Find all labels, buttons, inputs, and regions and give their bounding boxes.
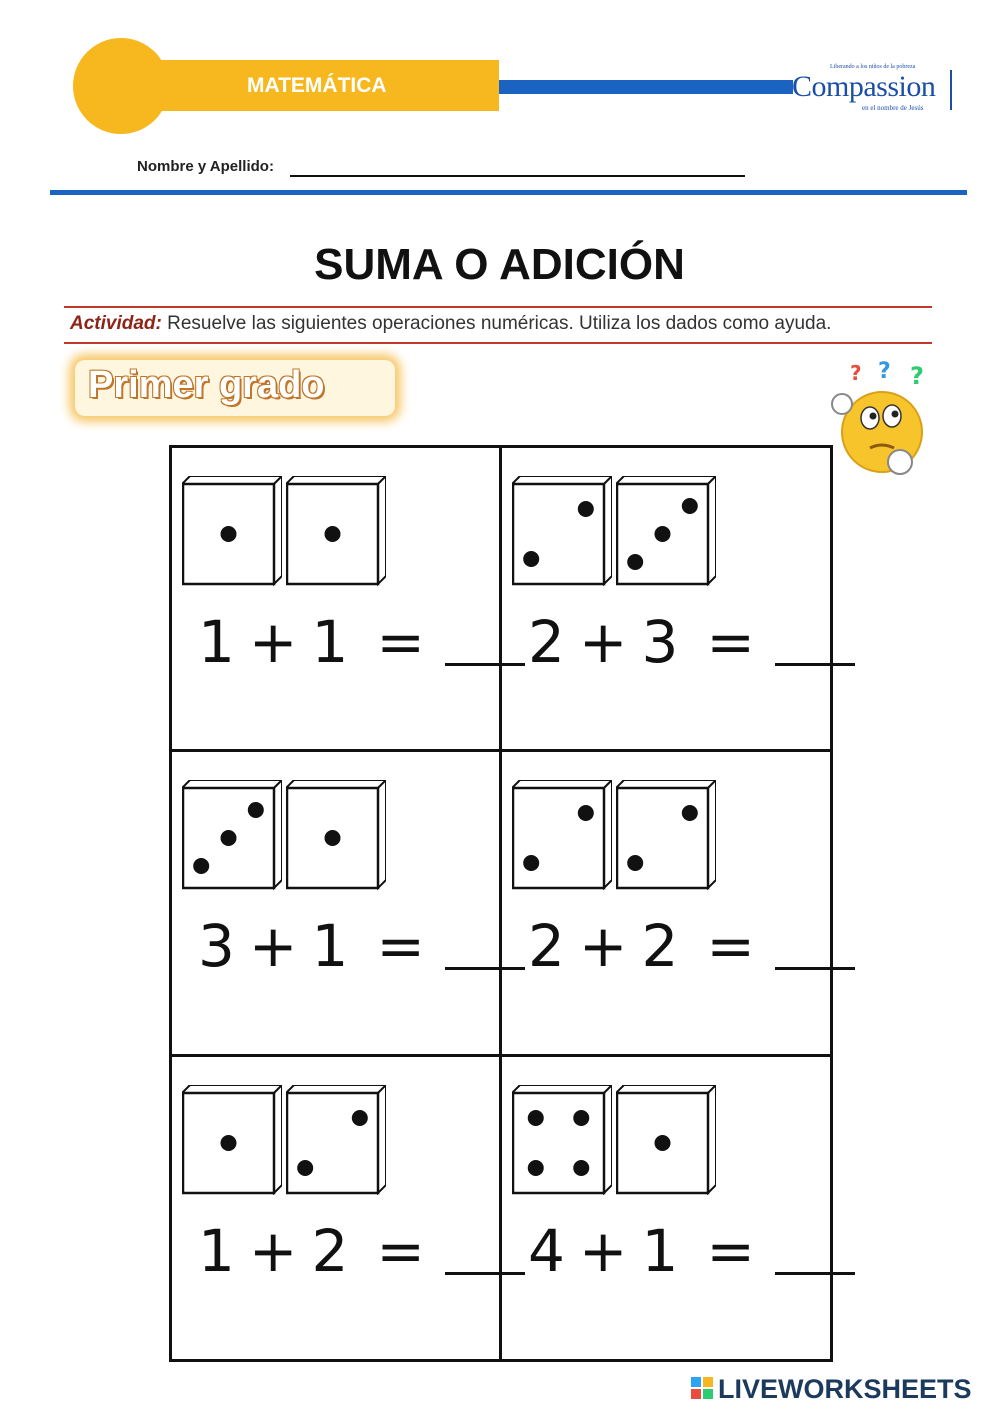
- die-pip: [655, 1135, 671, 1151]
- exercise-cell: [502, 752, 832, 1052]
- answer-blank[interactable]: [775, 663, 855, 666]
- die-pip: [578, 805, 594, 821]
- footer-brand: LIVEWORKSHEETS: [718, 1374, 972, 1404]
- die-pip: [325, 830, 341, 846]
- exercise-cell: [502, 1057, 832, 1357]
- equals-sign: =: [706, 608, 756, 676]
- operand-b: 1: [641, 1217, 679, 1285]
- die-2-0: [182, 780, 282, 890]
- exercise-cell: [172, 448, 502, 748]
- brand-subtitle: en el nombre de Jesús: [862, 104, 924, 112]
- die-pip: [325, 526, 341, 542]
- activity-text: Resuelve las siguientes operaciones numéricas. Utiliza los dados como ayuda.: [167, 313, 832, 334]
- operand-a: 2: [528, 912, 565, 980]
- page-title: SUMA O ADICIÓN: [314, 240, 685, 289]
- die-0-1: [286, 476, 386, 586]
- die-pip: [352, 1110, 368, 1126]
- operand-a: 3: [198, 912, 235, 980]
- exercise-cell: [172, 752, 502, 1052]
- header-blue-band: [499, 80, 793, 94]
- die-pip: [655, 526, 671, 542]
- equation: [198, 912, 525, 980]
- plus-sign: +: [578, 608, 628, 676]
- operand-b: 1: [311, 608, 349, 676]
- equation: [198, 1217, 525, 1285]
- answer-blank[interactable]: [775, 967, 855, 970]
- operand-b: 2: [641, 912, 679, 980]
- equals-sign: =: [706, 1217, 756, 1285]
- die-4-0: [182, 1085, 282, 1195]
- operand-b: 1: [311, 912, 349, 980]
- question-marks-icon: ?: [850, 361, 862, 385]
- die-pip: [528, 1110, 544, 1126]
- operand-a: 4: [528, 1217, 565, 1285]
- name-input-line[interactable]: [290, 175, 745, 177]
- die-pip: [221, 1135, 237, 1151]
- die-2-1: [286, 780, 386, 890]
- svg-text:?: ?: [910, 362, 924, 390]
- die-pip: [528, 1160, 544, 1176]
- die-5-0: [512, 1085, 612, 1195]
- exercise-cell: [502, 448, 832, 748]
- equation: [198, 608, 525, 676]
- plus-sign: +: [578, 912, 628, 980]
- equals-sign: =: [376, 912, 426, 980]
- equation: [528, 1217, 855, 1285]
- die-5-1: [616, 1085, 716, 1195]
- thinking-face-icon: [820, 358, 940, 478]
- die-pip: [297, 1160, 313, 1176]
- die-pip: [682, 805, 698, 821]
- equation: [528, 608, 855, 676]
- header-rule: [50, 190, 967, 195]
- die-pip: [523, 551, 539, 567]
- equals-sign: =: [376, 608, 426, 676]
- exercise-cell: [172, 1057, 502, 1357]
- operand-a: 1: [198, 1217, 235, 1285]
- die-3-0: [512, 780, 612, 890]
- plus-sign: +: [248, 912, 298, 980]
- die-pip: [523, 855, 539, 871]
- die-pip: [627, 855, 643, 871]
- operand-a: 2: [528, 608, 565, 676]
- equals-sign: =: [376, 1217, 426, 1285]
- activity-label: Actividad:: [70, 313, 162, 334]
- die-pip: [573, 1160, 589, 1176]
- equals-sign: =: [706, 912, 756, 980]
- equation: [528, 912, 855, 980]
- die-pip: [248, 802, 264, 818]
- operand-b: 3: [641, 608, 679, 676]
- die-1-1: [616, 476, 716, 586]
- brand-name: Compassion: [792, 70, 936, 103]
- die-pip: [221, 526, 237, 542]
- die-pip: [682, 498, 698, 514]
- operand-a: 1: [198, 608, 235, 676]
- brand-divider: [950, 70, 952, 110]
- die-pip: [573, 1110, 589, 1126]
- die-4-1: [286, 1085, 386, 1195]
- activity-instructions: [70, 313, 831, 335]
- answer-blank[interactable]: [775, 1272, 855, 1275]
- die-pip: [193, 858, 209, 874]
- plus-sign: +: [578, 1217, 628, 1285]
- plus-sign: +: [248, 1217, 298, 1285]
- operand-b: 2: [311, 1217, 349, 1285]
- die-pip: [578, 501, 594, 517]
- die-3-1: [616, 780, 716, 890]
- name-label: Nombre y Apellido:: [137, 158, 274, 175]
- svg-text:?: ?: [878, 359, 891, 384]
- die-1-0: [512, 476, 612, 586]
- grade-label: Primer grado: [88, 364, 325, 406]
- brand-tagline: Liberando a los niños de la pobreza: [830, 64, 916, 70]
- die-pip: [627, 554, 643, 570]
- die-0-0: [182, 476, 282, 586]
- plus-sign: +: [248, 608, 298, 676]
- liveworksheets-logo-icon: [690, 1376, 716, 1402]
- die-pip: [221, 830, 237, 846]
- subject-banner: MATEMÁTICA: [135, 60, 499, 111]
